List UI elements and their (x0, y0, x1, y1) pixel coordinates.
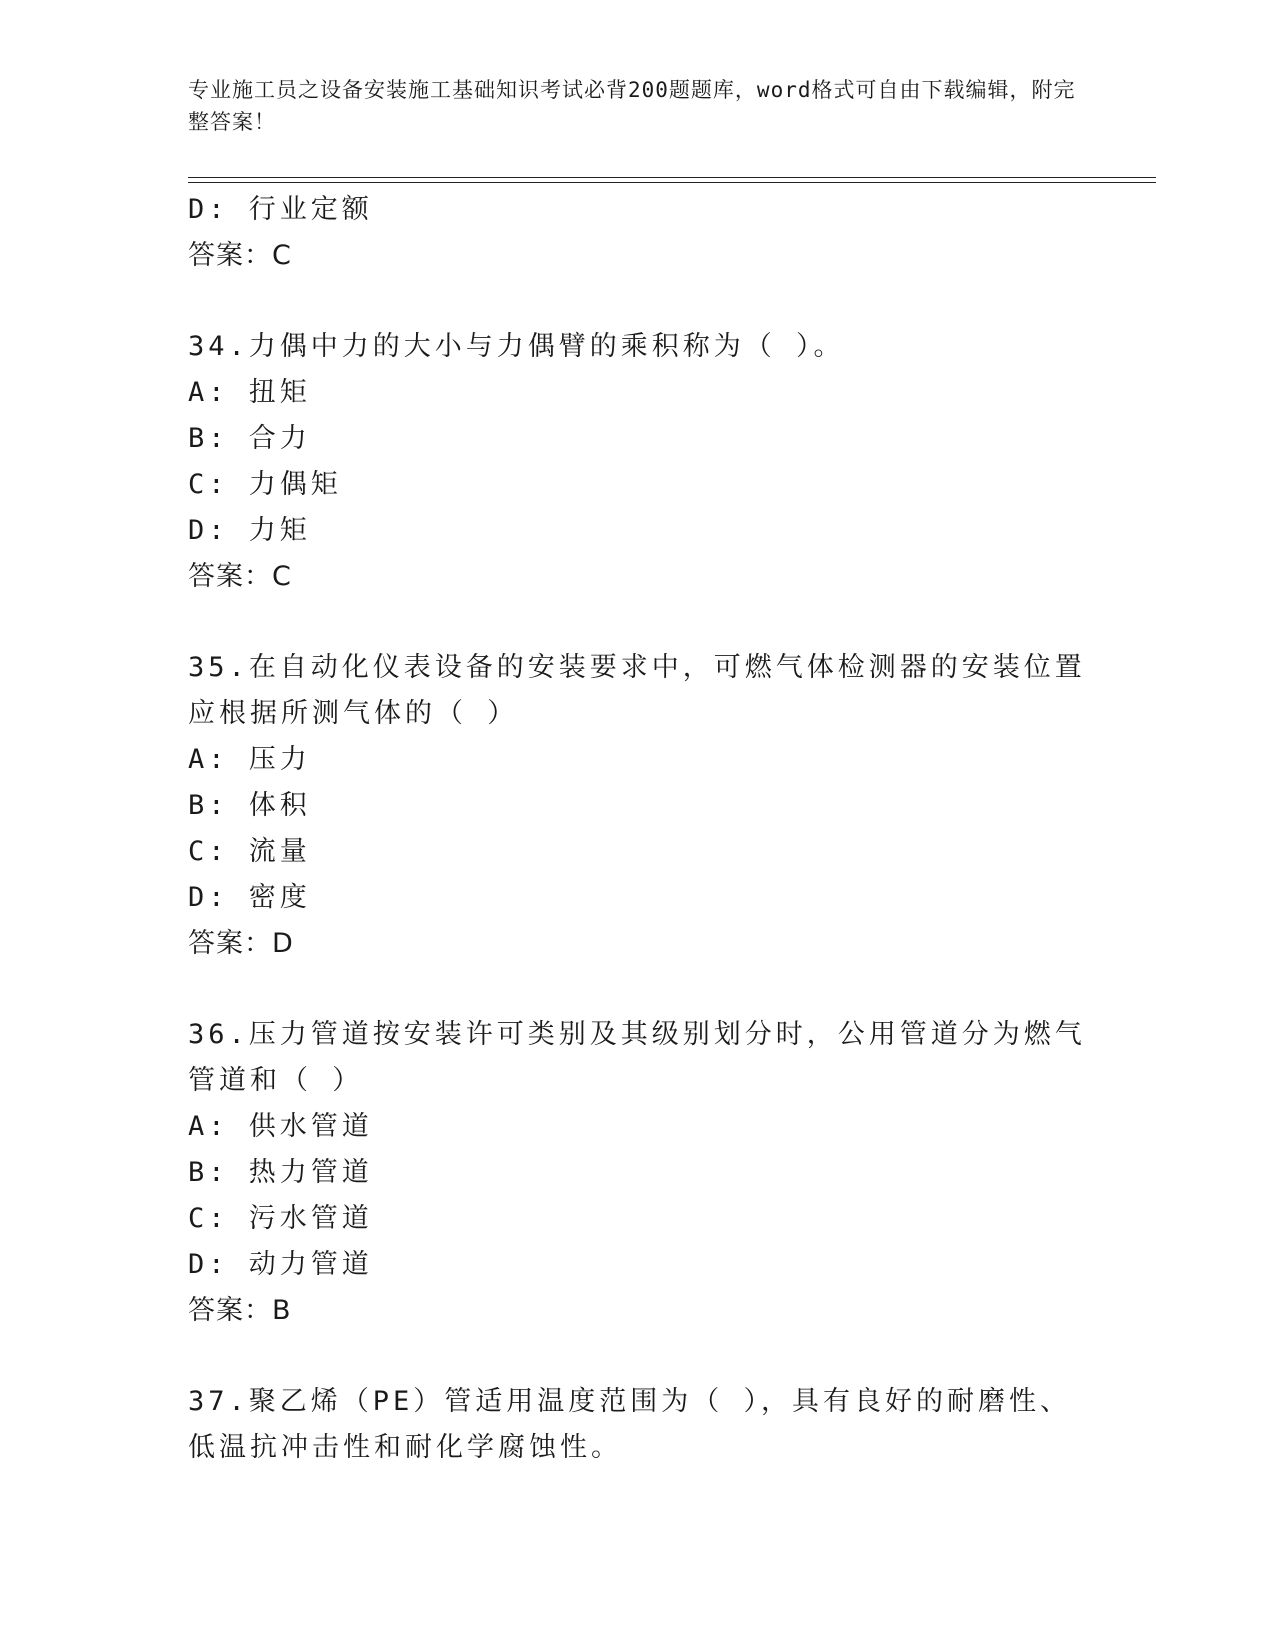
question-title: 34.力偶中力的大小与力偶臂的乘积称为（ ）。 (188, 331, 845, 362)
option-a: A: 扭矩 (188, 377, 311, 408)
question-gap (188, 600, 1088, 645)
question-title: 35.在自动化仪表设备的安装要求中，可燃气体检测器的安装位置应根据所测气体的（ ） (188, 652, 1086, 729)
document-header (188, 74, 1088, 138)
option-a: A: 供水管道 (188, 1111, 373, 1142)
option-c: C: 流量 (188, 836, 311, 867)
answer-line: 答案：C (188, 240, 292, 271)
option-d: D: 力矩 (188, 515, 311, 546)
option-b: B: 体积 (188, 790, 311, 821)
option-b: B: 合力 (188, 423, 311, 454)
question-title: 36.压力管道按安装许可类别及其级别划分时，公用管道分为燃气管道和（ ） (188, 1019, 1086, 1096)
question-list (188, 187, 1088, 1471)
header-text: 专业施工员之设备安装施工基础知识考试必背200题题库，word格式可自由下载编辑，附完整答案！ (188, 78, 1076, 134)
question-title: 37.聚乙烯（PE）管适用温度范围为（ ），具有良好的耐磨性、低温抗冲击性和耐化学腐蚀性。 (188, 1386, 1072, 1463)
option-c: C: 力偶矩 (188, 469, 342, 500)
header-divider-bottom (188, 182, 1156, 183)
question-gap (188, 279, 1088, 324)
option-d: D: 密度 (188, 882, 311, 913)
answer-line: 答案：D (188, 928, 294, 959)
answer-line: 答案：B (188, 1295, 292, 1326)
option-d: D: 动力管道 (188, 1249, 373, 1280)
question-gap (188, 1334, 1088, 1379)
option-c: C: 污水管道 (188, 1203, 373, 1234)
option-a: A: 压力 (188, 744, 311, 775)
header-divider-top (188, 177, 1156, 178)
question-gap (188, 967, 1088, 1012)
option-d: D: 行业定额 (188, 194, 373, 225)
answer-line: 答案：C (188, 561, 292, 592)
option-b: B: 热力管道 (188, 1157, 373, 1188)
